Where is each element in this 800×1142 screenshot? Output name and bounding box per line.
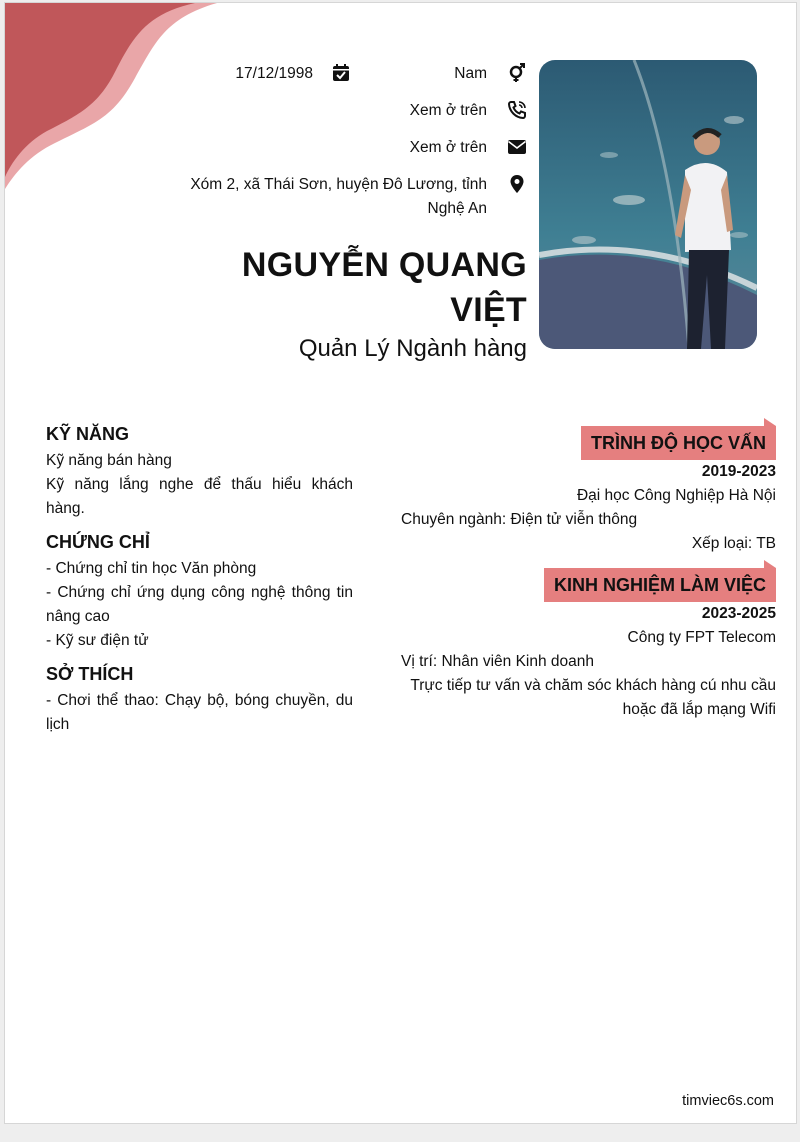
gender-text: Nam xyxy=(454,65,487,82)
right-column xyxy=(401,418,776,722)
certificates-title: CHỨNG CHỈ xyxy=(46,532,150,552)
experience-position: Vị trí: Nhân viên Kinh doanh xyxy=(401,653,595,670)
address-text: Xóm 2, xã Thái Sơn, huyện Đô Lương, tỉnh Nghệ An xyxy=(190,176,487,217)
envelope-icon xyxy=(507,137,527,157)
hobby-item: - Chơi thể thao: Chạy bộ, bóng chuyền, du lịch xyxy=(46,692,353,733)
certificate-item: - Chứng chỉ tin học Văn phòng xyxy=(46,560,257,577)
phone-icon xyxy=(507,100,527,120)
email-text: Xem ở trên xyxy=(409,139,487,156)
cv-page xyxy=(4,2,797,1124)
experience-description: Trực tiếp tư vấn và chăm sóc khách hàng cú nhu cầu hoặc đã lắp mạng Wifi xyxy=(410,677,776,718)
map-pin-icon xyxy=(507,174,527,194)
experience-company: Công ty FPT Telecom xyxy=(627,629,776,646)
decorative-wave xyxy=(5,3,225,193)
certificate-item: - Kỹ sư điện tử xyxy=(46,632,149,649)
education-period: 2019-2023 xyxy=(701,463,776,480)
calendar-icon xyxy=(331,63,351,83)
education-title: TRÌNH ĐỘ HỌC VẤN xyxy=(581,426,776,460)
gender-icon xyxy=(507,63,527,83)
hobbies-title: SỞ THÍCH xyxy=(46,664,134,684)
birthdate-text: 17/12/1998 xyxy=(235,65,313,82)
candidate-name: NGUYỄN QUANG VIỆT xyxy=(241,246,527,329)
certificate-item: - Chứng chỉ ứng dụng công nghệ thông tin nâng cao xyxy=(46,584,353,625)
footer-site: timviec6s.com xyxy=(682,1093,774,1109)
education-grade: Xếp loại: TB xyxy=(691,535,776,552)
skill-item: Kỹ năng bán hàng xyxy=(46,452,172,469)
experience-title: KINH NGHIỆM LÀM VIỆC xyxy=(544,568,776,602)
phone-text: Xem ở trên xyxy=(409,102,487,119)
education-major: Chuyên ngành: Điện tử viễn thông xyxy=(401,511,638,528)
experience-period: 2023-2025 xyxy=(701,605,776,622)
left-column xyxy=(46,423,353,737)
candidate-role: Quản Lý Ngành hàng xyxy=(298,335,527,362)
skills-title: KỸ NĂNG xyxy=(46,424,130,444)
skill-item: Kỹ năng lắng nghe để thấu hiểu khách hàng. xyxy=(46,476,353,517)
profile-photo xyxy=(539,60,757,349)
education-school: Đại học Công Nghiệp Hà Nội xyxy=(576,487,776,504)
